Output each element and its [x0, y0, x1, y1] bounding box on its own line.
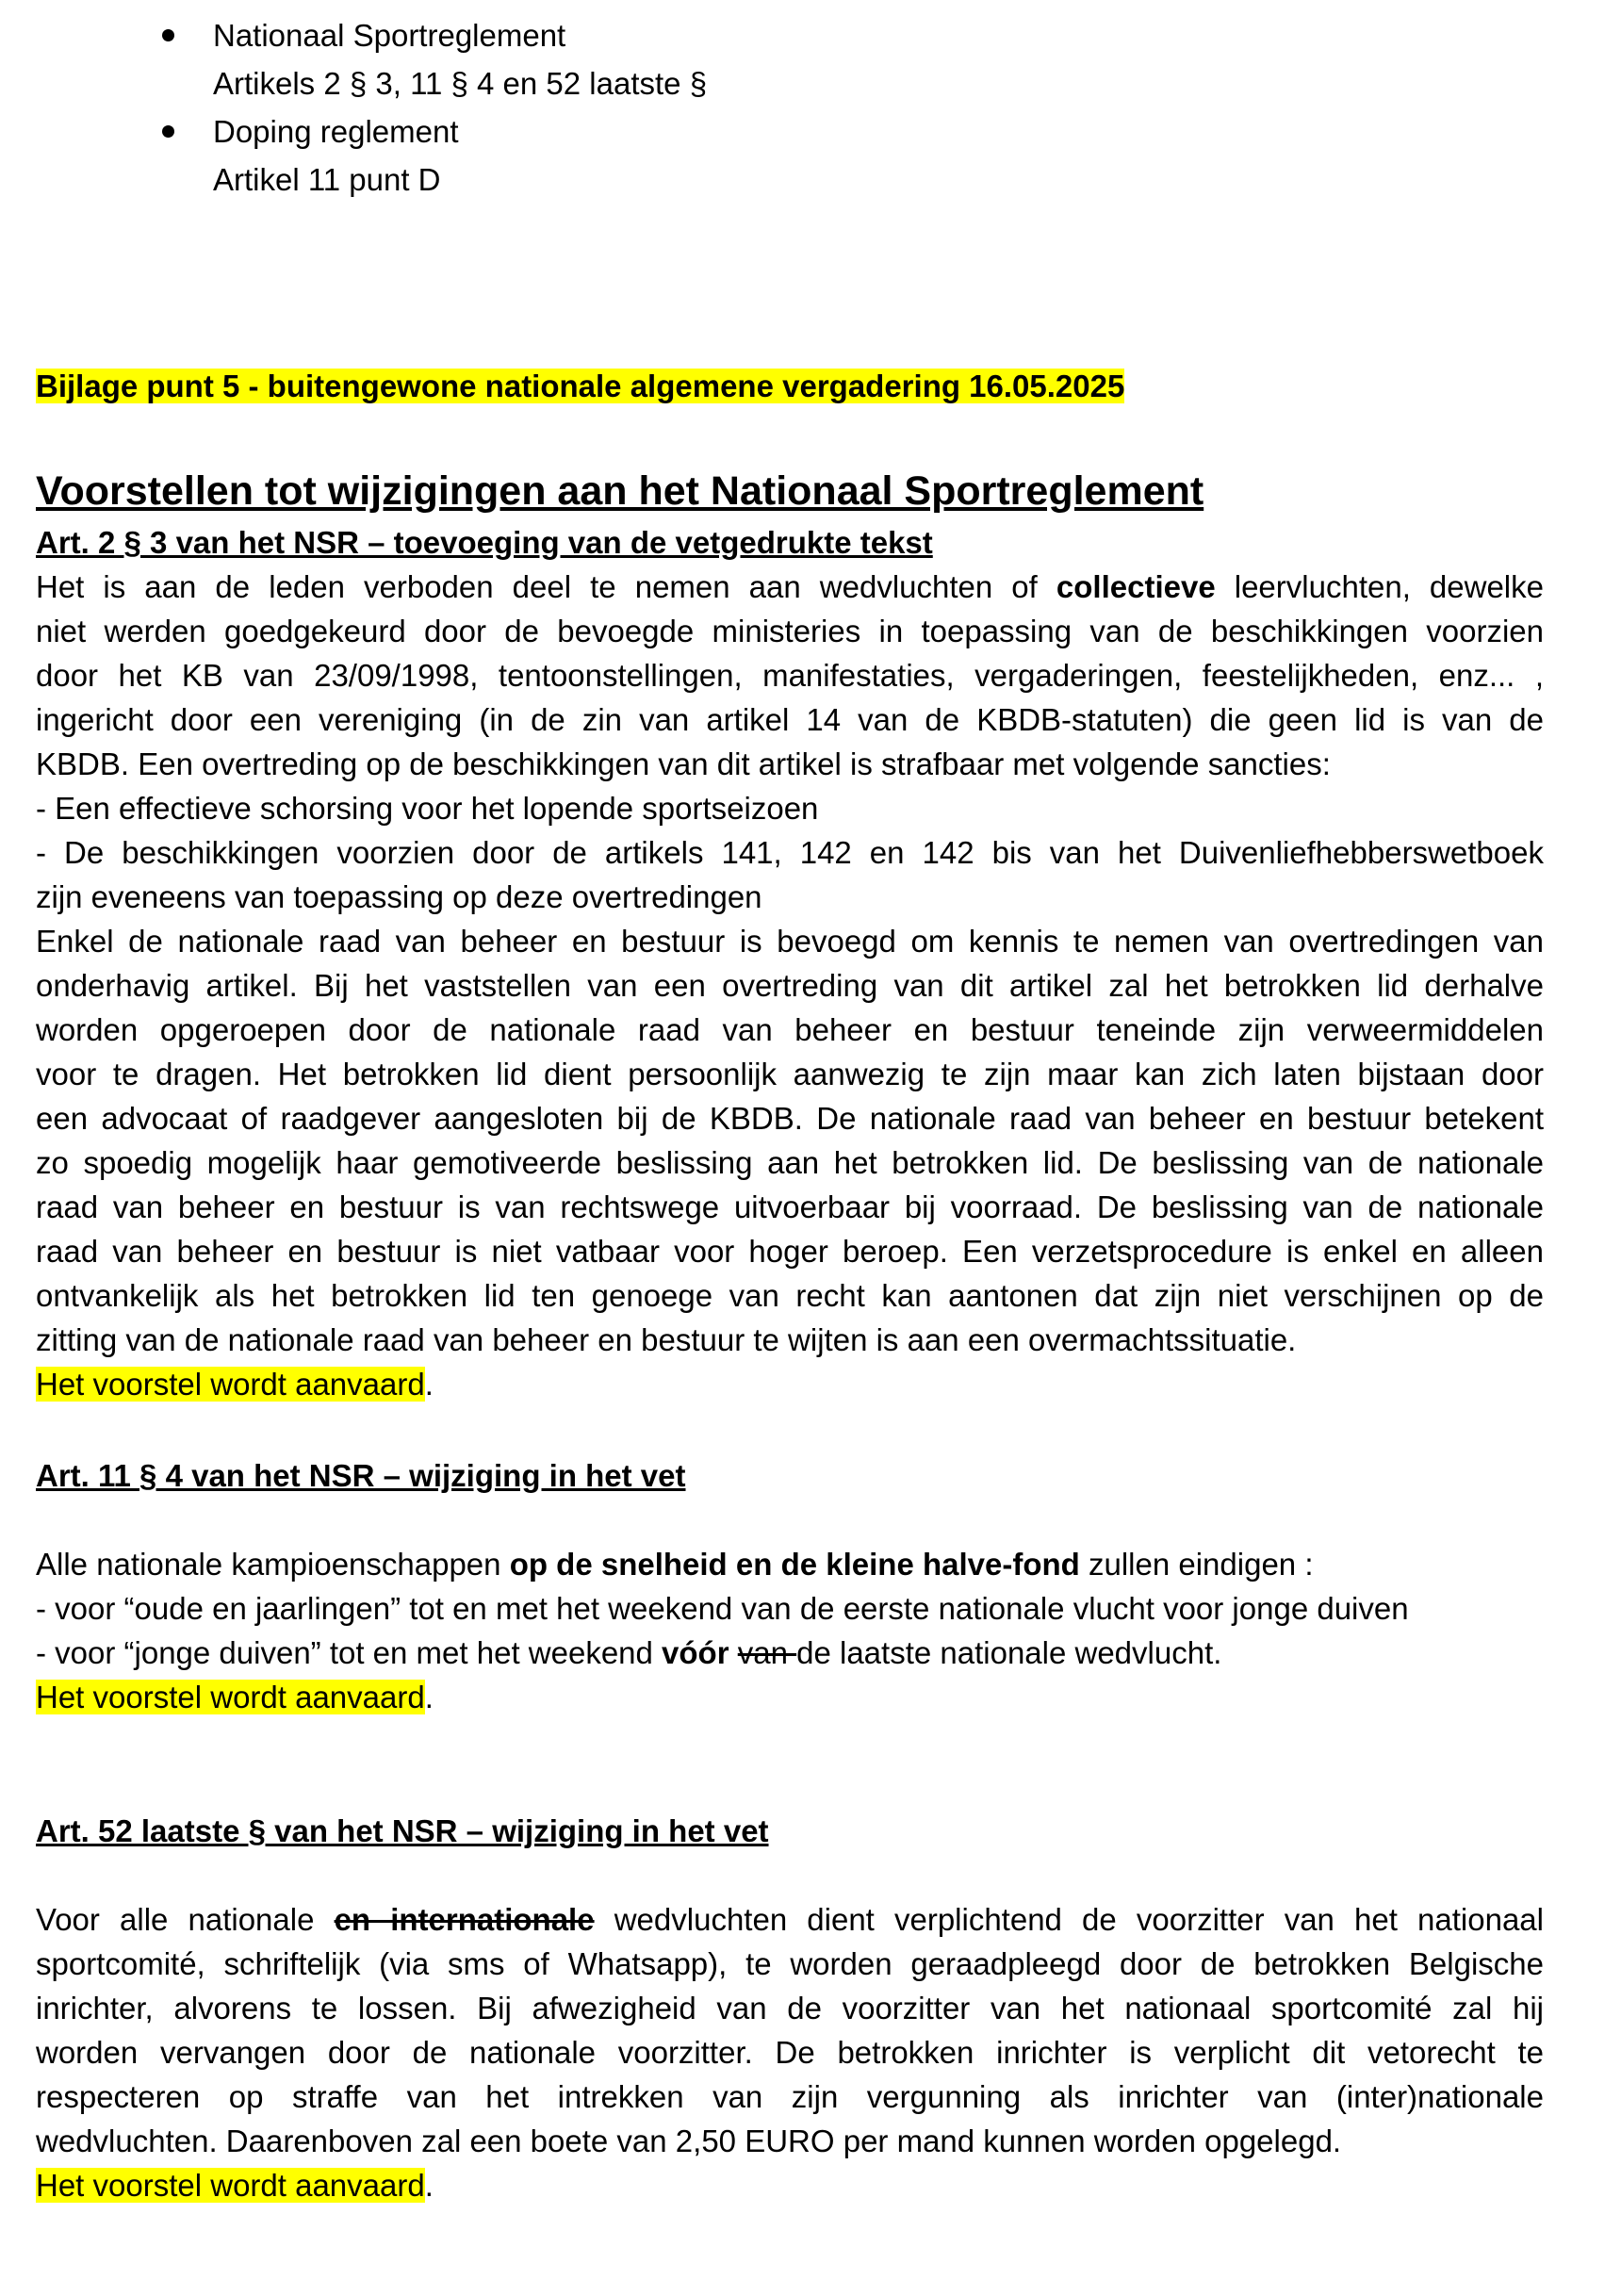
bullet-detail: Artikel 11 punt D — [213, 162, 441, 197]
paragraph-line: niet werden goedgekeurd door de bevoegde ministeries in toepassing van de beschikkingen voorzien — [36, 614, 1544, 648]
paragraph-line: worden vervangen door de nationale voorzitter. De betrokken inrichter is verplicht dit vetorecht te — [36, 2035, 1544, 2070]
text-run: - voor “jonge duiven” tot en met het weekend — [36, 1635, 663, 1670]
regulation-bullet-list — [0, 11, 942, 204]
paragraph-line: - Een effectieve schorsing voor het lopende sportseizoen — [36, 791, 819, 826]
paragraph-line — [36, 565, 1544, 609]
article-2-result — [36, 1362, 1544, 1406]
paragraph-line: door het KB van 23/09/1998, tentoonstellingen, manifestaties, vergaderingen, feestelijkheden, enz... , — [36, 658, 1544, 693]
text-run — [729, 1635, 738, 1670]
article-11-body — [36, 1542, 1544, 1719]
annex-heading-text: Bijlage punt 5 - buitengewone nationale algemene vergadering 16.05.2025 — [36, 369, 1125, 403]
article-11-heading: Art. 11 § 4 van het NSR – wijziging in het vet — [36, 1458, 686, 1493]
page-title: Voorstellen tot wijzigingen aan het Nationaal Sportreglement — [36, 468, 1204, 514]
paragraph-line: raad van beheer en bestuur is van rechtswege uitvoerbaar bij voorraad. De beslissing van de nationale — [36, 1189, 1544, 1224]
paragraph-line: - De beschikkingen voorzien door de artikels 141, 142 en 142 bis van het Duivenliefhebberswetboek — [36, 835, 1544, 870]
struck-text: en internationale — [334, 1902, 595, 1937]
result-highlight: Het voorstel wordt aanvaard — [36, 2168, 425, 2203]
result-period: . — [424, 1680, 434, 1714]
article-52-text — [36, 1897, 1544, 2163]
paragraph-line: ontvankelijk als het betrokken lid ten genoege van recht kan aantonen dat zijn niet verschijnen op de — [36, 1278, 1544, 1313]
article-52-body — [36, 1897, 1544, 2207]
article-2-body — [36, 565, 1544, 1362]
struck-text: van — [737, 1635, 797, 1670]
paragraph-line: ingericht door een vereniging (in de zin van artikel 14 van de KBDB-statuten) die geen lid is van de — [36, 702, 1544, 737]
text-run: leervluchten, dewelke — [1215, 569, 1544, 604]
result-period: . — [424, 2168, 434, 2203]
text-run: zullen eindigen : — [1079, 1547, 1314, 1582]
paragraph-line: onderhavig artikel. Bij het vaststellen van een overtreding van dit artikel zal het betrokken lid derhalve — [36, 968, 1544, 1003]
bullet-dot-icon — [162, 125, 174, 138]
article-2-heading: Art. 2 § 3 van het NSR – toevoeging van de vetgedrukte tekst — [36, 525, 933, 560]
result-highlight: Het voorstel wordt aanvaard — [36, 1680, 425, 1714]
bullet-detail: Artikels 2 § 3, 11 § 4 en 52 laatste § — [213, 66, 708, 101]
text-run: de laatste nationale wedvlucht. — [796, 1635, 1222, 1670]
bullet-title: Nationaal Sportreglement — [213, 18, 566, 53]
text-run: Het is aan de leden verboden deel te nemen aan wedvluchten of — [36, 569, 1056, 604]
paragraph-line: inrichter, alvorens te lossen. Bij afwezigheid van de voorzitter van het nationaal sportcomité zal hij — [36, 1991, 1544, 2025]
article-52-section — [36, 1809, 1544, 1853]
paragraph-line: - voor “oude en jaarlingen” tot en met het weekend van de eerste nationale vlucht voor jonge duiven — [36, 1591, 1409, 1626]
annex-heading — [36, 364, 1544, 408]
paragraph-line: worden opgeroepen door de nationale raad van beheer en bestuur teneinde zijn verweermiddelen — [36, 1012, 1544, 1047]
paragraph-line: een advocaat of raadgever aangesloten bij de KBDB. De nationale raad van beheer en bestuur betekent — [36, 1101, 1544, 1136]
article-11-result — [36, 1675, 1544, 1719]
paragraph-line: zitting van de nationale raad van beheer en bestuur te wijten is aan een overmachtssituatie. — [36, 1322, 1297, 1357]
bullet-dot-icon — [162, 29, 174, 41]
result-period: . — [424, 1367, 434, 1402]
result-highlight: Het voorstel wordt aanvaard — [36, 1367, 425, 1402]
paragraph-line: voor te dragen. Het betrokken lid dient persoonlijk aanwezig te zijn maar kan zich laten bijstaan door — [36, 1057, 1544, 1091]
paragraph-line: respecteren op straffe van het intrekken van zijn vergunning als inrichter van (inter)nationale — [36, 2079, 1544, 2114]
paragraph-line: sportcomité, schriftelijk (via sms of Whatsapp), te worden geraadpleegd door de betrokken Belgische — [36, 1946, 1544, 1981]
list-item — [0, 11, 942, 107]
bullet-title: Doping reglement — [213, 114, 459, 149]
paragraph-line: wedvluchten. Daarenboven zal een boete van 2,50 EURO per mand kunnen worden opgelegd. — [36, 2124, 1342, 2158]
paragraph-line — [36, 1897, 1544, 1942]
paragraph-line — [36, 1631, 1544, 1675]
bold-added-text: op de snelheid en de kleine halve-fond — [509, 1547, 1080, 1582]
text-run: Voor alle nationale — [36, 1902, 335, 1937]
paragraph-line: zo spoedig mogelijk haar gemotiveerde beslissing aan het betrokken lid. De beslissing van de nationale — [36, 1145, 1544, 1180]
article-52-result — [36, 2163, 1544, 2207]
paragraph-line — [36, 1542, 1544, 1586]
bold-added-text: vóór — [662, 1635, 729, 1670]
article-52-heading: Art. 52 laatste § van het NSR – wijziging in het vet — [36, 1813, 769, 1848]
paragraph-line: raad van beheer en bestuur is niet vatbaar voor hoger beroep. Een verzetsprocedure is enkel en alleen — [36, 1234, 1544, 1269]
paragraph-line: Enkel de nationale raad van beheer en bestuur is bevoegd om kennis te nemen van overtredingen van — [36, 924, 1544, 959]
article-2-section — [36, 520, 1544, 1406]
text-run: wedvluchten dient verplichtend de voorzitter van het nationaal — [594, 1902, 1544, 1937]
bold-added-text: collectieve — [1056, 569, 1216, 604]
paragraph-line: KBDB. Een overtreding op de beschikkingen van dit artikel is strafbaar met volgende sancties: — [36, 746, 1331, 781]
article-11-section — [36, 1453, 1544, 1498]
list-item — [0, 107, 942, 204]
paragraph-line: zijn eveneens van toepassing op deze overtredingen — [36, 879, 762, 914]
text-run: Alle nationale kampioenschappen — [36, 1547, 510, 1582]
